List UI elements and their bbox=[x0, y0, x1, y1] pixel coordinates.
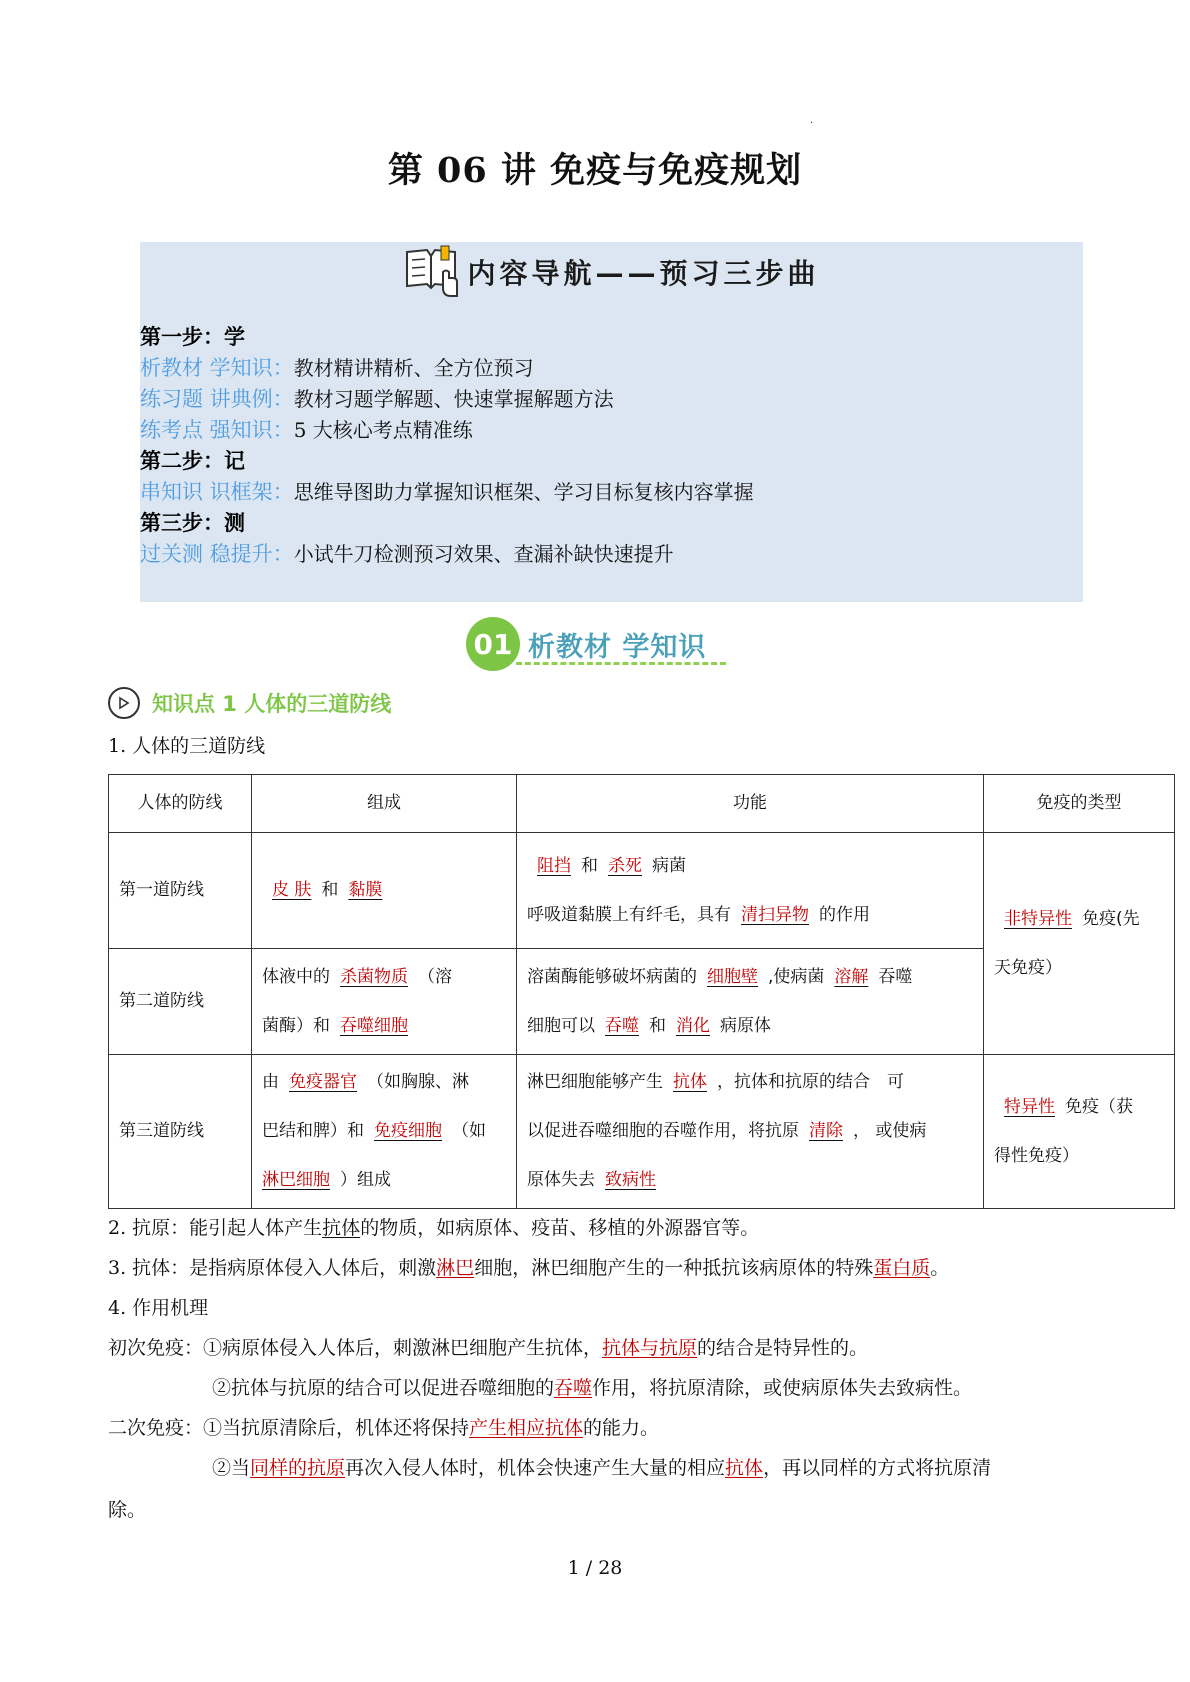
th-function: 功能 bbox=[517, 775, 984, 833]
defense-table bbox=[108, 774, 1175, 1209]
section-header bbox=[466, 614, 706, 674]
row12-immune-type: 非特异性 免疫(先 天免疫） bbox=[984, 833, 1175, 1055]
paragraph-primary-2: ②抗体与抗原的结合可以促进吞噬细胞的吞噬作用，将抗原清除，或使病原体失去致病性。 bbox=[212, 1377, 973, 1399]
paragraph-mechanism-heading: 4. 作用机理 bbox=[108, 1297, 209, 1319]
arrow-circle-icon bbox=[108, 687, 140, 719]
row1-name: 第一道防线 bbox=[109, 833, 252, 949]
book-pointer-icon bbox=[403, 242, 461, 302]
paragraph-secondary-end: 除。 bbox=[108, 1499, 147, 1521]
row3-immune-type: 特异性 免疫（获 得性免疫） bbox=[984, 1055, 1175, 1209]
knowledge-point-heading bbox=[108, 686, 391, 720]
knowledge-point-title: 知识点 1 人体的三道防线 bbox=[152, 692, 392, 716]
paragraph-antigen: 2. 抗原：能引起人体产生抗体的物质，如病原体、疫苗、移植的外源器官等。 bbox=[108, 1217, 760, 1239]
nav-item: 练考点 强知识：5 大核心考点精准练 bbox=[140, 418, 473, 442]
section-underline bbox=[516, 662, 726, 665]
stray-dot: · bbox=[810, 118, 814, 129]
paragraph-1: 1. 人体的三道防线 bbox=[108, 735, 266, 757]
th-composition: 组成 bbox=[252, 775, 517, 833]
row3-function: 淋巴细胞能够产生 抗体 ，抗体和抗原的结合 可 以促进吞噬细胞的吞噬作用，将抗原 清除 ， 或使病 原体失去 致病性 bbox=[517, 1055, 984, 1209]
nav-item: 串知识 识框架：思维导图助力掌握知识框架、学习目标复核内容掌握 bbox=[140, 480, 754, 504]
paragraph-antibody: 3. 抗体：是指病原体侵入人体后，刺激淋巴细胞，淋巴细胞产生的一种抵抗该病原体的特殊蛋白质。 bbox=[108, 1257, 950, 1279]
nav-item: 析教材 学知识：教材精讲精析、全方位预习 bbox=[140, 356, 534, 380]
row1-function: 阻挡 和 杀死 病菌 呼吸道黏膜上有纤毛，具有 清扫异物 的作用 bbox=[517, 833, 984, 949]
nav-lines bbox=[140, 322, 1083, 570]
nav-title: 内容导航——预习三步曲 bbox=[467, 257, 820, 290]
row2-name: 第二道防线 bbox=[109, 949, 252, 1055]
section-number-badge: 01 bbox=[466, 617, 520, 671]
nav-step-2: 第二步：记 bbox=[140, 449, 245, 473]
nav-header bbox=[140, 242, 1083, 302]
section-title: 析教材 学知识 bbox=[528, 631, 707, 663]
nav-box bbox=[140, 242, 1083, 602]
table-header-row bbox=[109, 775, 1175, 833]
nav-step-1: 第一步：学 bbox=[140, 325, 245, 349]
row3-composition: 由 免疫器官 （如胸腺、淋 巴结和脾）和 免疫细胞 （如 淋巴细胞 ）组成 bbox=[252, 1055, 517, 1209]
row2-composition: 体液中的 杀菌物质 （溶 菌酶）和 吞噬细胞 bbox=[252, 949, 517, 1055]
nav-item: 练习题 讲典例：教材习题学解题、快速掌握解题方法 bbox=[140, 387, 614, 411]
table-row bbox=[109, 1055, 1175, 1209]
nav-item: 过关测 稳提升：小试牛刀检测预习效果、查漏补缺快速提升 bbox=[140, 542, 674, 566]
paragraph-primary-1: 初次免疫：①病原体侵入人体后，刺激淋巴细胞产生抗体，抗体与抗原的结合是特异性的。 bbox=[108, 1337, 869, 1359]
row3-name: 第三道防线 bbox=[109, 1055, 252, 1209]
row1-composition: 皮 肤 和 黏膜 bbox=[252, 833, 517, 949]
th-defense: 人体的防线 bbox=[109, 775, 252, 833]
paragraph-secondary-2: ②当同样的抗原再次入侵人体时，机体会快速产生大量的相应抗体，再以同样的方式将抗原清 bbox=[212, 1457, 992, 1479]
nav-step-3: 第三步：测 bbox=[140, 511, 245, 535]
th-immune-type: 免疫的类型 bbox=[984, 775, 1175, 833]
page-number: 1 / 28 bbox=[567, 1557, 623, 1579]
paragraph-secondary-1: 二次免疫：①当抗原清除后，机体还将保持产生相应抗体的能力。 bbox=[108, 1417, 660, 1439]
row2-function: 溶菌酶能够破坏病菌的 细胞壁 ,使病菌 溶解 吞噬 细胞可以 吞噬 和 消化 病原体 bbox=[517, 949, 984, 1055]
table-row bbox=[109, 833, 1175, 949]
page-title: 第 06 讲 免疫与免疫规划 bbox=[387, 150, 803, 191]
